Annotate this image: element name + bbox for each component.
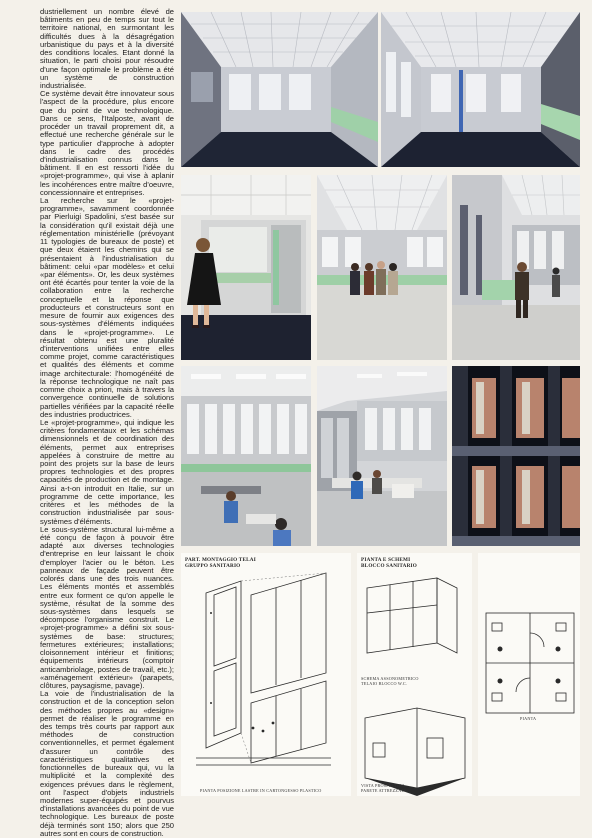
article-paragraph: La recherche sur le «projet-programme», savamment coordonnée par Pierluigi Spadolini, s'est basée sur la considération qu'il existait déjà une réglementation ministérielle (prévoyant 11 typologies de bureaux de poste) et que deux étaient les chemins qui se présentaient à l'industrialisation du bâtiment: celui «par modèles» et celui «par éléments». Or, les deux systèmes ont été écartés pour tenter la voie de la collaboration entre la recherche conceptuelle et la réponse que producteurs et constructeurs sont en mesure de fournir aux exigences des sous-systèmes d'éléments indiquées dans le «projet-programme». Le résultat obtenu est une pluralité d'interventions unifiées entre elles comme projet, comme caractéristiques et qualités des éléments et comme image architecturale: l'homogénéité de la réponse technologique ne naît pas comme choix a priori, mais à travers la convergence continuelle de solutions partielles vérifiées par la capacité réelle des industries productrices.	[40, 196, 174, 419]
article-text-column	[40, 7, 174, 838]
drawing-left-title	[185, 557, 345, 569]
drawing-middle-label-a: SCHEMA ASSONOMETRICO	[361, 676, 419, 681]
drawing-middle-footer	[361, 783, 469, 793]
drawing-middle-footer-a: VISTA PROSPETTICA	[361, 783, 405, 788]
photo-back-office-right	[317, 366, 447, 546]
drawing-left-footer: PIANTA POSIZIONE LASTRE IN CARTONGESSO PLASTICO	[200, 788, 322, 793]
drawing-plan	[478, 553, 580, 796]
drawing-middle-title-line1: PIANTA E SCHEMI	[361, 557, 411, 563]
drawing-middle-label	[361, 676, 469, 686]
drawing-middle-label-b: TELAIO BLOCCO W.C.	[361, 681, 408, 686]
drawing-sanitary-block	[357, 553, 472, 796]
photo-facade-panels	[452, 366, 580, 546]
drawing-middle-footer-b: PARETE ATTREZZATA	[361, 788, 407, 793]
article-paragraph: La voie de l'industrialisation de la construction et de la conception selon des méthodes propres au «design» permet de réaliser le programme en des temps très courts par rapport aux méthodes de construction conventionnelles, et permet également d'assurer un contrôle des caractéristiques qualitatives et fonctionnelles de bureaux qui, vu la multiplicité et la complexité des exigences prévues dans le règlement, ont l'aspect d'objets industriels modernes super-équipés et pourvus d'installations avancées du point de vue technologique. Les bureaux de poste déjà terminés sont 150; alors que 250 autres sont en cours de construction.	[40, 689, 174, 838]
drawing-frame-assembly	[181, 553, 351, 796]
article-paragraph: Le sous-système structural lui-même a été conçu de façon à pouvoir être adapté aux diverses technologies d'entreprise en leur laissant le choix d'employer l'acier ou le béton. Les panneaux de façade peuvent être colorés dans une des trois nuances. Les éléments montés et assemblés entre eux forment ce qu'on appelle le système, résultat de la somme des sous-systèmes dans lesquels se décompose l'organisme construit. Le «projet-programme» a défini six sous-systèmes de base: structures; fermetures extérieures; installations; cloisonnement intérieur et finitions; équipements intérieurs (comptoir anticambriolage, postes de travail, etc.); «aménagement extérieur» (parapets, clôtures, paysagisme, pavage).	[40, 524, 174, 690]
article-paragraph: Ce système devait être innovateur sous l'aspect de la procédure, plus encore que du point de vue technologique. Dans ce sens, l'Italposte, avant de procéder un travail proprement dit, a effectué une recherche générale sur le type particulier d'approche à adopter dans le cadre des procédés d'industrialisation connus dans le bâtiment. Il en est ressorti l'idée du «projet-programme», qui vise à aplanir les incohérences entre maître d'oeuvre, concessionnaire et entreprises.	[40, 89, 174, 197]
photo-back-office-left	[181, 366, 311, 546]
article-paragraph: Le «projet-programme», qui indique les critères fondamentaux et les schémas dimensionnels et de coordination des éléments, permet aux entreprises appelées à construire de mettre au point des projets sur la base de leurs propres technologies et des propres capacités de production et de montage. Ainsi a-t-on introduit en Italie, sur un programme de cette importance, les critères et les méthodes de la construction industrialisée par sous-systèmes d'éléments.	[40, 417, 174, 526]
drawing-right-label: PIANTA	[520, 716, 537, 721]
photo-customers-queue	[317, 175, 447, 360]
article-paragraph: dustriellement un nombre élevé de bâtiments en peu de temps sur tout le territoire national, en surmontant les difficultés dues à la désagrégation urbanistique du pays et à la diversité des conditions locales. Etant donné la situation, le parti choisi pour résoudre d'une façon optimale le problème a été un système de construction industrialisée.	[40, 7, 174, 90]
photo-woman-at-counter	[181, 175, 311, 360]
drawing-middle-title	[361, 557, 471, 569]
drawing-left-title-line2: GRUPPO SANITARIO	[185, 563, 241, 569]
photo-man-at-window	[452, 175, 580, 360]
drawing-left-title-line1: PART. MONTAGGIO TELAI	[185, 557, 256, 563]
photo-counter-hall-left	[181, 12, 378, 167]
drawing-middle-title-line2: BLOCCO SANITARIO	[361, 563, 417, 569]
photo-counter-hall-right	[381, 12, 580, 167]
